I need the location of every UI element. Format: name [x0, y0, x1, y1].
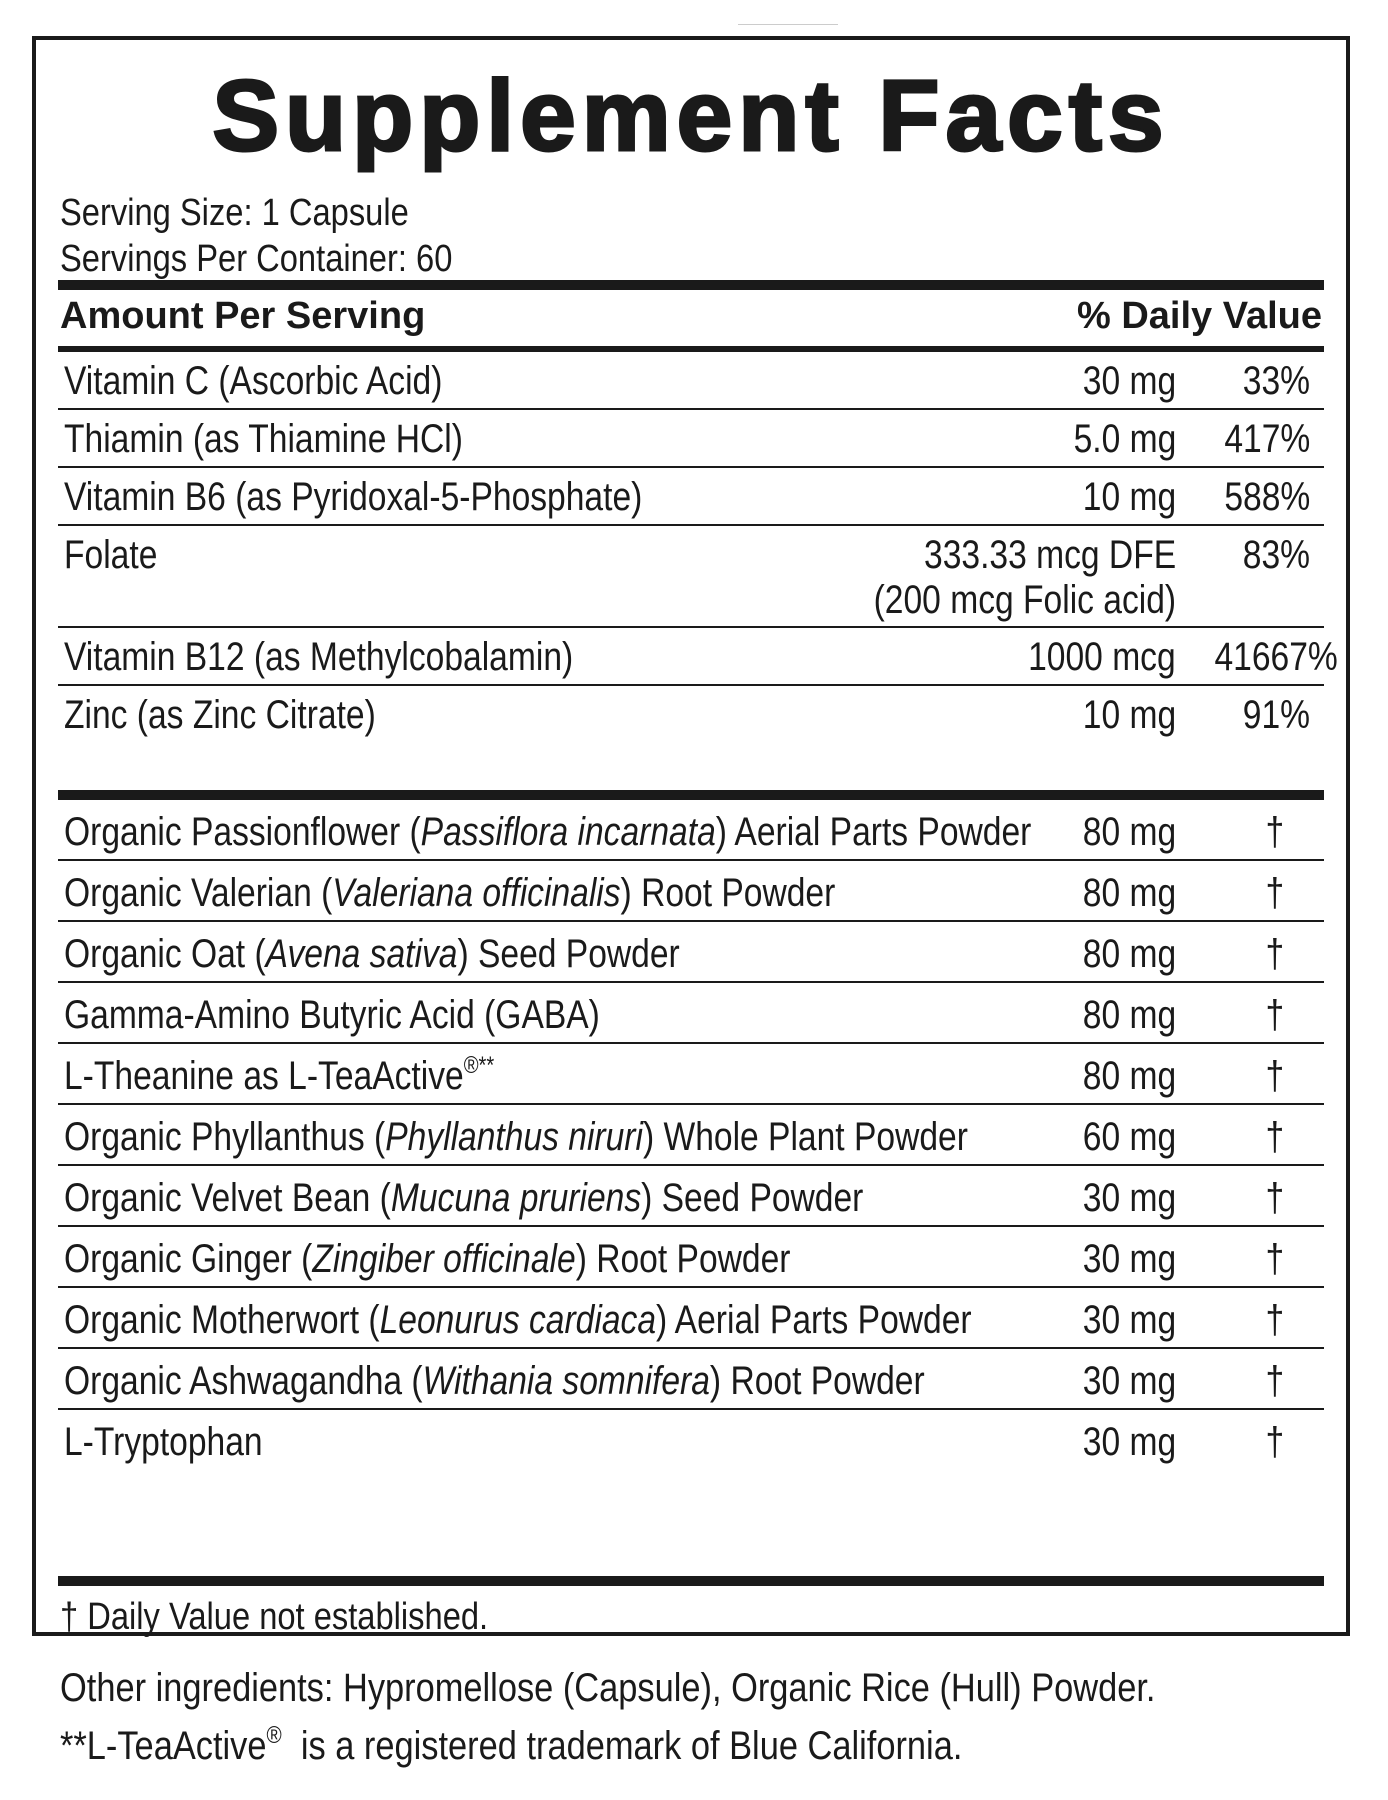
ingredient-row: [58, 800, 1324, 861]
dagger-daily-value: †: [1265, 1420, 1284, 1464]
dagger-daily-value: †: [1265, 871, 1284, 915]
ingredient-row: [58, 861, 1324, 922]
top-hairline: [738, 24, 838, 25]
ingredient-part: ) Seed Powder: [641, 1176, 864, 1220]
ingredient-row: [58, 983, 1324, 1044]
ingredient-latin-name: Valeriana officinalis: [332, 871, 621, 915]
ingredient-amount: 30 mg: [1082, 1237, 1176, 1281]
nutrient-name: Thiamin (as Thiamine HCl): [64, 417, 463, 461]
ingredient-name: [64, 808, 1031, 856]
nutrient-row: [58, 410, 1324, 468]
ingredient-part: ) Aerial Parts Powder: [715, 810, 1032, 854]
ingredient-amount: 30 mg: [1082, 1420, 1176, 1464]
ingredient-name-text: Organic Passionflower (: [64, 810, 421, 854]
ingredient-name: [64, 930, 680, 978]
ingredient-row: [58, 1288, 1324, 1349]
ingredient-name: [64, 1174, 863, 1222]
daily-value-footnote: † Daily Value not established.: [60, 1596, 489, 1638]
nutrient-daily-value: 41667%: [1214, 635, 1338, 679]
supplement-facts-panel: [32, 36, 1350, 1636]
ingredient-row: [58, 1166, 1324, 1227]
nutrient-daily-value: 417%: [1224, 417, 1310, 461]
ingredient-row: [58, 1410, 1324, 1466]
ingredient-latin-name: Leonurus cardiaca: [379, 1298, 657, 1342]
dagger-daily-value: †: [1265, 993, 1284, 1037]
dagger-daily-value: †: [1265, 1115, 1284, 1159]
ingredient-name: [64, 991, 600, 1039]
other-ingredients: Other ingredients: Hypromellose (Capsule), Organic Rice (Hull) Powder.: [60, 1666, 1156, 1710]
ingredient-name: [64, 1357, 925, 1405]
nutrient-amount: 333.33 mcg DFE: [923, 533, 1176, 577]
nutrient-amount: 10 mg: [1082, 693, 1176, 737]
thick-rule-bottom: [58, 1576, 1324, 1586]
ingredient-amount: 80 mg: [1082, 871, 1176, 915]
nutrient-daily-value: 91%: [1242, 693, 1310, 737]
nutrient-amount: 10 mg: [1082, 475, 1176, 519]
ingredient-part: ) Root Powder: [575, 1237, 791, 1281]
ingredient-part: ) Whole Plant Powder: [642, 1115, 968, 1159]
nutrient-name: Folate: [64, 533, 158, 577]
serving-size: Serving Size: 1 Capsule: [60, 192, 409, 234]
dagger-daily-value: †: [1265, 1237, 1284, 1281]
ingredient-name: [64, 869, 835, 917]
nutrient-row: [58, 468, 1324, 526]
ingredient-amount: 80 mg: [1082, 993, 1176, 1037]
botanical-rows: [58, 800, 1324, 1466]
nutrient-daily-value: 33%: [1242, 359, 1310, 403]
ingredient-part: ) Root Powder: [709, 1359, 925, 1403]
nutrient-daily-value: 83%: [1242, 533, 1310, 577]
ingredient-name-text: L-Tryptophan: [64, 1420, 263, 1464]
ingredient-latin-name: Zingiber officinale: [312, 1237, 576, 1281]
dagger-daily-value: †: [1265, 1359, 1284, 1403]
ingredient-name: [64, 1418, 263, 1466]
thick-rule-middle: [58, 790, 1324, 800]
ingredient-latin-name: Mucuna pruriens: [390, 1176, 642, 1220]
dagger-daily-value: †: [1265, 932, 1284, 976]
ingredient-name-text: Organic Phyllanthus (: [64, 1115, 386, 1159]
dagger-daily-value: †: [1265, 810, 1284, 854]
nutrient-amount: 30 mg: [1082, 359, 1176, 403]
trademark-note: [60, 1722, 962, 1770]
trademark-superscript: ®**: [463, 1052, 495, 1079]
trademark-prefix: **L-TeaActive: [60, 1724, 267, 1768]
ingredient-row: [58, 1227, 1324, 1288]
ingredient-latin-name: Avena sativa: [265, 932, 458, 976]
nutrient-amount: 1000 mcg: [1028, 635, 1176, 679]
nutrient-name: Vitamin C (Ascorbic Acid): [64, 359, 443, 403]
nutrient-row: [58, 526, 1324, 628]
ingredient-part: ) Root Powder: [620, 871, 836, 915]
ingredient-row: [58, 1044, 1324, 1105]
ingredient-latin-name: Passiflora incarnata: [420, 810, 716, 854]
ingredient-amount: 30 mg: [1082, 1176, 1176, 1220]
servings-per-container: Servings Per Container: 60: [60, 238, 453, 280]
ingredient-name: [64, 1235, 790, 1283]
nutrient-row: [58, 352, 1324, 410]
column-header: [60, 288, 1322, 344]
ingredient-name-text: Organic Valerian (: [64, 871, 333, 915]
panel-title: Supplement Facts: [212, 60, 1170, 172]
nutrient-daily-value: 588%: [1224, 475, 1310, 519]
ingredient-name-text: Organic Motherwort (: [64, 1298, 380, 1342]
ingredient-name: [64, 1113, 968, 1161]
dagger-daily-value: †: [1265, 1298, 1284, 1342]
ingredient-amount: 60 mg: [1082, 1115, 1176, 1159]
ingredient-row: [58, 1349, 1324, 1410]
ingredient-amount: 80 mg: [1082, 1054, 1176, 1098]
dagger-daily-value: †: [1265, 1054, 1284, 1098]
nutrient-amount-sub: (200 mcg Folic acid): [873, 578, 1176, 622]
ingredient-name-text: Organic Ginger (: [64, 1237, 313, 1281]
ingredient-name: [64, 1052, 494, 1100]
ingredient-amount: 30 mg: [1082, 1298, 1176, 1342]
ingredient-latin-name: Phyllanthus niruri: [385, 1115, 643, 1159]
trademark-text: is a registered trademark of Blue California.: [281, 1724, 963, 1768]
nutrient-name: Zinc (as Zinc Citrate): [64, 693, 376, 737]
ingredient-part: ) Aerial Parts Powder: [656, 1298, 972, 1342]
ingredient-amount: 30 mg: [1082, 1359, 1176, 1403]
nutrient-row: [58, 686, 1324, 744]
ingredient-amount: 80 mg: [1082, 932, 1176, 976]
ingredient-row: [58, 1105, 1324, 1166]
ingredient-part: ) Seed Powder: [457, 932, 680, 976]
amount-per-serving-label: Amount Per Serving: [60, 295, 426, 337]
daily-value-label: % Daily Value: [1076, 295, 1322, 337]
ingredient-row: [58, 922, 1324, 983]
ingredient-name-text: Gamma-Amino Butyric Acid (GABA): [64, 993, 600, 1037]
ingredient-amount: 80 mg: [1082, 810, 1176, 854]
vitamin-rows: [58, 352, 1338, 744]
trademark-symbol: ®: [266, 1722, 282, 1749]
nutrient-amount: 5.0 mg: [1073, 417, 1176, 461]
ingredient-name: [64, 1296, 972, 1344]
ingredient-name-text: Organic Ashwagandha (: [64, 1359, 423, 1403]
ingredient-name-text: L-Theanine as L-TeaActive: [64, 1054, 464, 1098]
ingredient-latin-name: Withania somnifera: [422, 1359, 710, 1403]
ingredient-name-text: Organic Oat (: [64, 932, 266, 976]
nutrient-name: Vitamin B12 (as Methylcobalamin): [64, 635, 574, 679]
nutrient-name: Vitamin B6 (as Pyridoxal-5-Phosphate): [64, 475, 643, 519]
dagger-daily-value: †: [1265, 1176, 1284, 1220]
ingredient-name-text: Organic Velvet Bean (: [64, 1176, 391, 1220]
nutrient-row: [58, 628, 1338, 686]
